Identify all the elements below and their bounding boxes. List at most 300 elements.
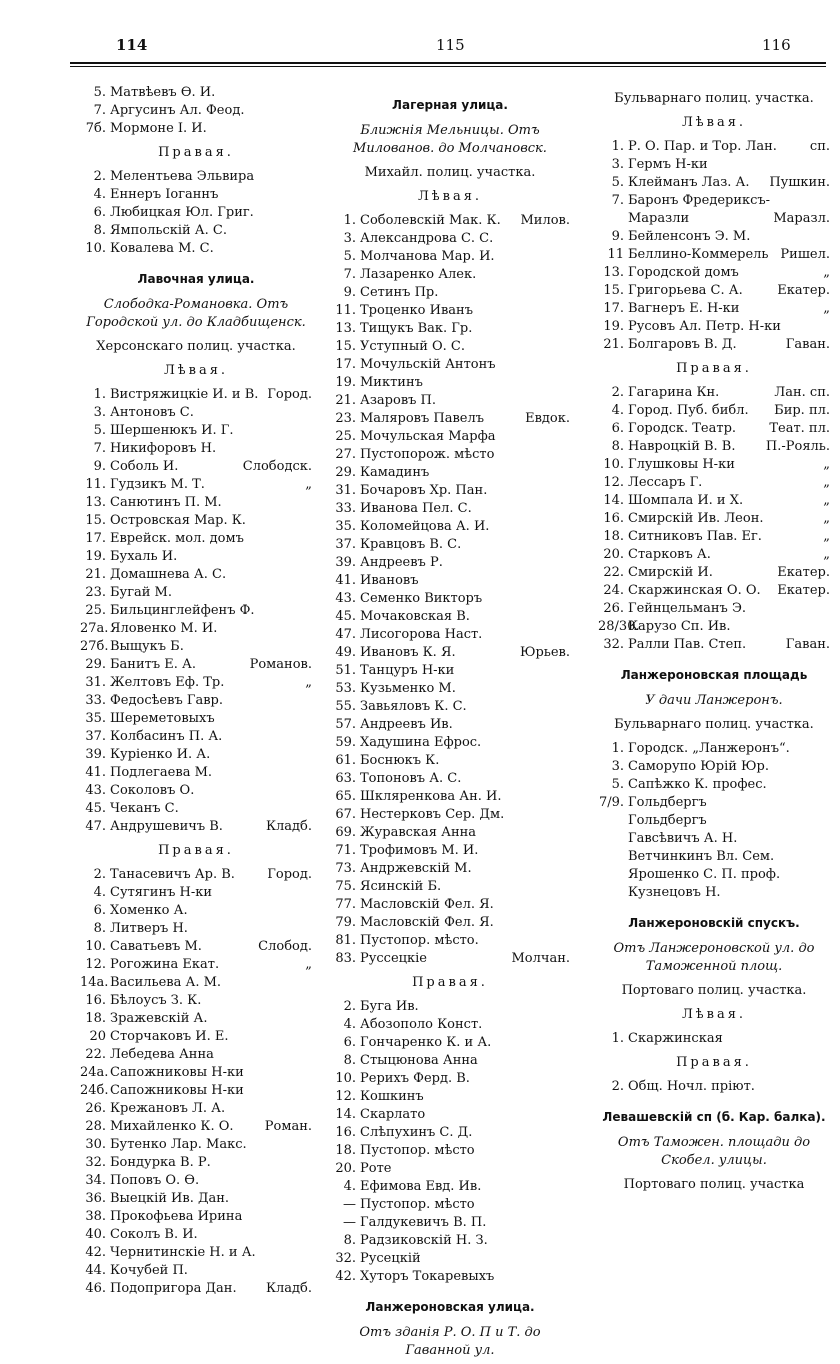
owner-name: Городск. Театр. <box>628 421 737 436</box>
cross-street: Слободск. <box>242 459 312 474</box>
list-item <box>330 1142 570 1160</box>
owner-name: Лисогорова Наст. <box>360 627 483 642</box>
list-item <box>80 186 312 204</box>
list-item <box>80 404 312 422</box>
owner-name: Мочульская Марфа <box>360 429 496 444</box>
house-number: 18. <box>335 1143 356 1158</box>
list-item <box>80 746 312 764</box>
list-item <box>598 192 830 210</box>
house-number: 24б. <box>80 1083 109 1098</box>
house-number: 8. <box>611 439 624 454</box>
list-item <box>80 1190 312 1208</box>
side-heading: Правая. <box>158 145 234 160</box>
house-number: 2. <box>611 385 624 400</box>
house-number: 19. <box>335 375 356 390</box>
owner-name: Скаржинская О. О. <box>628 583 761 598</box>
list-item <box>80 204 312 222</box>
police-district: Херсонскаго полиц. участка. <box>96 339 296 354</box>
house-number: 7б. <box>85 121 106 136</box>
house-number: 1. <box>343 213 356 228</box>
owner-name: Гольдбергъ <box>628 795 707 810</box>
owner-name: Кузнецовъ Н. <box>628 885 721 900</box>
house-number: 7. <box>93 441 106 456</box>
list-item <box>330 1214 570 1232</box>
list-item <box>330 734 570 752</box>
house-number: 7. <box>611 193 624 208</box>
house-number: 10. <box>335 1071 356 1086</box>
owner-name: Бѣлоусъ З. К. <box>110 993 202 1008</box>
owner-name: Маляровъ Павелъ <box>360 411 485 426</box>
owner-name: Бондурка В. Р. <box>110 1155 211 1170</box>
cross-street: Екатер. <box>777 565 830 580</box>
house-number: 24а. <box>80 1065 109 1080</box>
house-number: 20. <box>335 1161 356 1176</box>
list-item <box>80 728 312 746</box>
list-item <box>598 812 830 830</box>
house-number: 31. <box>85 675 106 690</box>
owner-name: Домашнева А. С. <box>110 567 227 582</box>
owner-name: Масловскій Фел. Я. <box>360 915 494 930</box>
house-number: 29. <box>85 657 106 672</box>
owner-name: Коломейцова А. И. <box>360 519 490 534</box>
list-item <box>330 284 570 302</box>
street-heading: Ланжероновскій спускъ. <box>628 916 800 930</box>
owner-name: Смирскій Ив. Леон. <box>628 511 764 526</box>
owner-name: Сторчаковъ И. Е. <box>110 1029 229 1044</box>
cross-street: „ <box>823 301 830 316</box>
owner-name: Яловенко М. И. <box>110 621 218 636</box>
cross-street: Евдок. <box>525 411 570 426</box>
owner-name: Бугай М. <box>110 585 173 600</box>
list-item <box>330 248 570 266</box>
house-number: 16. <box>335 1125 356 1140</box>
street-route: Отъ зданія Р. О. П и Т. до Гаванной ул. <box>359 1325 541 1358</box>
cross-street: Кладб. <box>265 819 312 834</box>
list-item <box>598 318 830 336</box>
page-number-right: 116 <box>762 36 791 54</box>
cross-street: „ <box>823 457 830 472</box>
list-item <box>80 920 312 938</box>
list-item <box>80 84 312 102</box>
house-number: 32. <box>603 637 624 652</box>
owner-name: Кравцовъ В. С. <box>360 537 462 552</box>
house-number: 47. <box>335 627 356 642</box>
house-number: 4. <box>343 1179 356 1194</box>
house-number: 41. <box>85 765 106 780</box>
house-number: 39. <box>85 747 106 762</box>
list-item <box>330 230 570 248</box>
owner-name: Крежановъ Л. А. <box>110 1101 226 1116</box>
owner-name: Смирскій И. <box>628 565 713 580</box>
cross-street: „ <box>305 957 312 972</box>
house-number: 1. <box>611 741 624 756</box>
house-number: 2. <box>343 999 356 1014</box>
owner-name: Навроцкій В. В. <box>628 439 736 454</box>
owner-name: Сутягинъ Н-ки <box>110 885 213 900</box>
house-number: 37. <box>335 537 356 552</box>
house-number: 8. <box>343 1233 356 1248</box>
owner-name: Андреевъ Р. <box>360 555 443 570</box>
owner-name: Танасевичъ Ар. В. <box>110 867 235 882</box>
list-item <box>80 120 312 138</box>
owner-name: Гейнцельманъ Э. <box>628 601 747 616</box>
house-number: 73. <box>335 861 356 876</box>
owner-name: Рогожина Екат. <box>110 957 220 972</box>
owner-name: Шомпала И. и Х. <box>628 493 744 508</box>
house-number: 2. <box>93 867 106 882</box>
list-item <box>330 1268 570 1286</box>
cross-street: „ <box>823 265 830 280</box>
list-item <box>80 548 312 566</box>
owner-name: Троценко Иванъ <box>360 303 473 318</box>
house-number: 59. <box>335 735 356 750</box>
cross-street: Кладб. <box>265 1281 312 1296</box>
owner-name: Тищукъ Вак. Гр. <box>360 321 473 336</box>
list-item <box>598 582 830 600</box>
list-item <box>330 572 570 590</box>
list-item <box>80 386 312 404</box>
police-district: Бульварнаго полиц. участка. <box>614 717 814 732</box>
list-item <box>80 1010 312 1028</box>
page-number-left: 114 <box>116 36 148 54</box>
list-item <box>80 530 312 548</box>
owner-name: Городской домъ <box>628 265 739 280</box>
street-heading: Лагерная улица. <box>392 98 508 112</box>
house-number: 21. <box>335 393 356 408</box>
owner-name: Семенко Викторъ <box>360 591 483 606</box>
list-item <box>330 626 570 644</box>
house-number: 9. <box>93 459 106 474</box>
police-district: Михайл. полиц. участка. <box>364 165 536 180</box>
list-item <box>598 228 830 246</box>
list-item <box>598 866 830 884</box>
owner-name: Пустопор. мѣсто. <box>360 933 479 948</box>
side-heading: Правая. <box>676 361 752 376</box>
house-number: 16. <box>85 993 106 1008</box>
list-item <box>330 662 570 680</box>
house-number: 32. <box>85 1155 106 1170</box>
house-number: 22. <box>603 565 624 580</box>
list-item <box>80 884 312 902</box>
list-item <box>330 1124 570 1142</box>
owner-name: Бутенко Лар. Макс. <box>110 1137 247 1152</box>
list-item <box>80 638 312 656</box>
house-number: 18. <box>603 529 624 544</box>
owner-name: Прокофьева Ирина <box>110 1209 243 1224</box>
house-number: 51. <box>335 663 356 678</box>
list-item <box>598 336 830 354</box>
cross-street: „ <box>823 529 830 544</box>
street-route: Слободка-Романовка. Отъ Городской ул. до Кладбищенск. <box>86 297 306 330</box>
owner-name: Руссецкіе <box>360 951 427 966</box>
police-district: Бульварнаго полиц. участка. <box>614 91 814 106</box>
owner-name: Гагарина Кн. <box>628 385 720 400</box>
house-number: 3. <box>93 405 106 420</box>
owner-name: Сапожниковы Н-ки <box>110 1083 244 1098</box>
house-number: 67. <box>335 807 356 822</box>
house-number: 49. <box>335 645 356 660</box>
list-item <box>330 1016 570 1034</box>
owner-name: Общ. Ночл. пріют. <box>628 1079 755 1094</box>
house-number: 19. <box>603 319 624 334</box>
house-number: 21. <box>603 337 624 352</box>
house-number: 28. <box>85 1119 106 1134</box>
house-number: 15. <box>85 513 106 528</box>
owner-name: Молчанова Мар. И. <box>360 249 495 264</box>
house-number: 12. <box>85 957 106 972</box>
owner-name: Стыцюнова Анна <box>360 1053 478 1068</box>
list-item <box>80 692 312 710</box>
house-number: 9. <box>611 229 624 244</box>
house-number: 1. <box>611 1031 624 1046</box>
house-number <box>598 866 628 884</box>
house-number: 44. <box>85 1263 106 1278</box>
cross-street: Ришел. <box>780 247 830 262</box>
owner-name: Масловскій Фел. Я. <box>360 897 494 912</box>
owner-name: Вагнеръ Е. Н-ки <box>628 301 740 316</box>
house-number: 15. <box>335 339 356 354</box>
house-number: 13. <box>603 265 624 280</box>
owner-name: Хоменко А. <box>110 903 188 918</box>
house-number: 35. <box>85 711 106 726</box>
list-item <box>330 1088 570 1106</box>
house-number: 30. <box>85 1137 106 1152</box>
list-item <box>330 212 570 230</box>
owner-name: Скарлато <box>360 1107 426 1122</box>
owner-name: Ивановъ К. Я. <box>360 645 456 660</box>
list-item <box>80 1172 312 1190</box>
list-item <box>598 384 830 402</box>
list-item <box>80 1226 312 1244</box>
cross-street: Город. <box>267 387 312 402</box>
owner-name: Скаржинская <box>628 1031 723 1046</box>
list-item <box>598 210 830 228</box>
owner-name: Гермъ Н-ки <box>628 157 708 172</box>
owner-name: Роте <box>360 1161 392 1176</box>
owner-name: Саморупо Юрій Юр. <box>628 759 769 774</box>
owner-name: Беллино-Коммерель <box>628 247 769 262</box>
list-item <box>598 492 830 510</box>
list-item <box>598 300 830 318</box>
house-number: 3. <box>611 759 624 774</box>
list-item <box>80 1118 312 1136</box>
house-number: 8. <box>343 1053 356 1068</box>
owner-name: Пустопорож. мѣсто <box>360 447 495 462</box>
side-heading: Правая. <box>158 843 234 858</box>
house-number: 29. <box>335 465 356 480</box>
house-number <box>598 830 628 848</box>
street-route: Отъ Ланжероновской ул. до Таможенной площ. <box>613 941 815 974</box>
house-number: 5. <box>343 249 356 264</box>
house-number: 28/30. <box>598 619 640 634</box>
owner-name: Уступный О. С. <box>360 339 465 354</box>
owner-name: Чеканъ С. <box>110 801 179 816</box>
list-item <box>330 338 570 356</box>
list-item <box>330 536 570 554</box>
house-number: 8. <box>93 223 106 238</box>
owner-name: Кузьменко М. <box>360 681 456 696</box>
house-number: 42. <box>85 1245 106 1260</box>
list-item <box>330 950 570 968</box>
owner-name: Еврейск. мол. домъ <box>110 531 244 546</box>
owner-name: Александрова С. С. <box>360 231 494 246</box>
cross-street: Маразл. <box>773 211 830 226</box>
owner-name: Бейленсонъ Э. М. <box>628 229 751 244</box>
list-item <box>598 636 830 654</box>
list-item <box>598 282 830 300</box>
cross-street: „ <box>823 547 830 562</box>
owner-name: Гавсѣвичъ А. Н. <box>628 831 738 846</box>
house-number: — <box>343 1215 356 1230</box>
owner-name: Сапожниковы Н-ки <box>110 1065 244 1080</box>
house-number: 21. <box>85 567 106 582</box>
list-item <box>330 914 570 932</box>
owner-name: Баронъ Фредериксъ- <box>628 193 771 208</box>
list-item <box>80 818 312 836</box>
owner-name: Мормоне І. И. <box>110 121 207 136</box>
house-number: — <box>343 1197 356 1212</box>
house-number: 14. <box>335 1107 356 1122</box>
list-item <box>598 456 830 474</box>
side-heading: Правая. <box>412 975 488 990</box>
list-item <box>80 222 312 240</box>
owner-name: Сапѣжко К. профес. <box>628 777 767 792</box>
owner-name: Гудзикъ М. Т. <box>110 477 205 492</box>
owner-name: Мочаковская В. <box>360 609 470 624</box>
house-number: 11. <box>335 303 356 318</box>
house-number: 12. <box>335 1089 356 1104</box>
house-number: 3. <box>611 157 624 172</box>
owner-name: Бильцинглейфенъ Ф. <box>110 603 255 618</box>
owner-name: Город. Пуб. библ. <box>628 403 749 418</box>
owner-name: Чернитинскіе Н. и А. <box>110 1245 256 1260</box>
owner-name: Соколъ В. И. <box>110 1227 198 1242</box>
cross-street: Пушкин. <box>769 175 830 190</box>
owner-name: Глушковы Н-ки <box>628 457 735 472</box>
owner-name: Кошкинъ <box>360 1089 424 1104</box>
house-number: 24. <box>603 583 624 598</box>
owner-name: Клейманъ Лаз. А. <box>628 175 750 190</box>
list-item <box>80 1244 312 1262</box>
owner-name: Андрушевичъ В. <box>110 819 223 834</box>
house-number: 1. <box>611 139 624 154</box>
list-item <box>598 758 830 776</box>
owner-name: Подопригора Дан. <box>110 1281 237 1296</box>
side-heading: Лѣвая. <box>681 115 747 130</box>
owner-name: Старковъ А. <box>628 547 711 562</box>
list-item <box>330 266 570 284</box>
house-number: 14а. <box>80 975 109 990</box>
house-number: 20 <box>89 1029 106 1044</box>
house-number: 43. <box>85 783 106 798</box>
owner-name: Завьяловъ К. С. <box>360 699 467 714</box>
owner-name: Ясинскій Б. <box>360 879 442 894</box>
list-item <box>330 1052 570 1070</box>
list-item <box>330 752 570 770</box>
owner-name: Ефимова Евд. Ив. <box>360 1179 482 1194</box>
side-heading: Лѣвая. <box>681 1007 747 1022</box>
house-number <box>598 812 628 830</box>
list-item <box>330 860 570 878</box>
house-number: 5. <box>93 423 106 438</box>
police-district: Портоваго полиц. участка <box>623 1177 805 1192</box>
list-item <box>80 782 312 800</box>
cross-street: Теат. пл. <box>769 421 830 436</box>
owner-name: Ситниковъ Пав. Ег. <box>628 529 762 544</box>
house-number: 8. <box>93 921 106 936</box>
owner-name: Иванова Пел. С. <box>360 501 472 516</box>
owner-name: Желтовъ Еф. Тр. <box>110 675 225 690</box>
owner-name: Рерихъ Ферд. В. <box>360 1071 470 1086</box>
list-item <box>598 438 830 456</box>
cross-street: „ <box>305 675 312 690</box>
house-number <box>598 884 628 902</box>
house-number: 4. <box>611 403 624 418</box>
house-number: 23. <box>335 411 356 426</box>
owner-name: Галдукевичъ В. П. <box>360 1215 487 1230</box>
house-number: 69. <box>335 825 356 840</box>
owner-name: Любицкая Юл. Григ. <box>110 205 254 220</box>
owner-name: Гольдбергъ <box>628 813 707 828</box>
list-item <box>330 1196 570 1214</box>
house-number: 10. <box>85 939 106 954</box>
list-item <box>80 1280 312 1298</box>
house-number: 19. <box>85 549 106 564</box>
street-route: Ближнія Мельницы. Отъ Милованов. до Молчановск. <box>353 123 547 156</box>
owner-name: Подлегаева М. <box>110 765 213 780</box>
house-number: 17. <box>603 301 624 316</box>
list-item <box>80 476 312 494</box>
list-item <box>330 464 570 482</box>
list-item <box>330 1106 570 1124</box>
list-item <box>80 938 312 956</box>
list-item <box>80 1064 312 1082</box>
list-item <box>598 794 830 812</box>
list-item <box>330 392 570 410</box>
page-number-center: 115 <box>436 36 465 54</box>
house-number: 11 <box>607 247 624 262</box>
house-number: 10. <box>603 457 624 472</box>
owner-name: Соболевскій Мак. К. <box>360 213 501 228</box>
cross-street: Молчан. <box>511 951 570 966</box>
owner-name: Хуторъ Токаревыхъ <box>360 1269 495 1284</box>
owner-name: Шереметовыхъ <box>110 711 215 726</box>
list-item <box>598 156 830 174</box>
house-number: 35. <box>335 519 356 534</box>
list-item <box>330 410 570 428</box>
house-number: 13. <box>335 321 356 336</box>
cross-street: Екатер. <box>777 283 830 298</box>
house-number: 2. <box>611 1079 624 1094</box>
list-item <box>80 102 312 120</box>
list-item <box>330 878 570 896</box>
list-item <box>330 500 570 518</box>
owner-name: Миктинъ <box>360 375 423 390</box>
list-item <box>80 1208 312 1226</box>
list-item <box>330 356 570 374</box>
owner-name: Санютинъ П. М. <box>110 495 222 510</box>
owner-name: Сетинъ Пр. <box>360 285 439 300</box>
owner-name: Трофимовъ М. И. <box>360 843 479 858</box>
house-number: 5. <box>93 85 106 100</box>
house-number: 7. <box>343 267 356 282</box>
cross-street: „ <box>823 511 830 526</box>
owner-name: Соколовъ О. <box>110 783 195 798</box>
list-item <box>80 956 312 974</box>
list-item <box>330 1034 570 1052</box>
house-number: 42. <box>335 1269 356 1284</box>
list-item <box>330 554 570 572</box>
